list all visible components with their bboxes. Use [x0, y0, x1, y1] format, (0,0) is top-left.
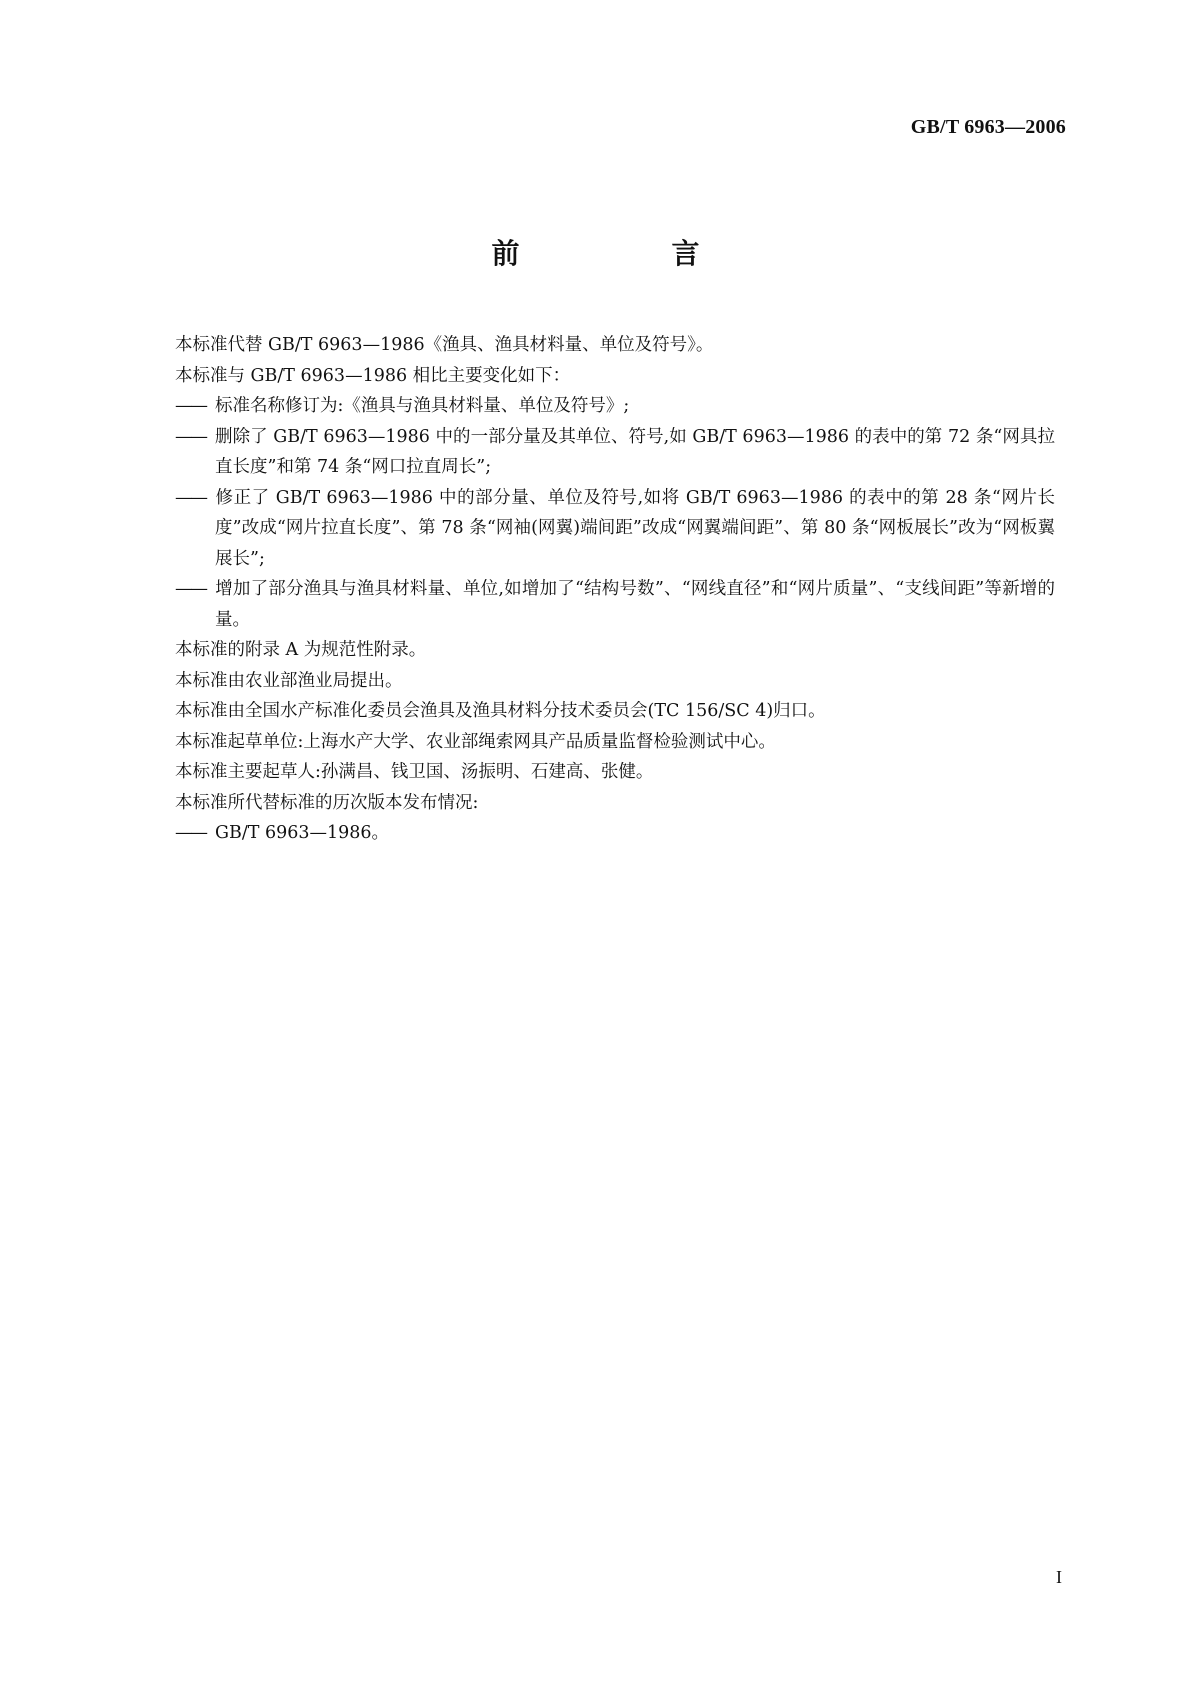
change-item-text: 删除了 GB/T 6963—1986 中的一部分量及其单位、符号,如 GB/T 6963—1986 的表中的第 72 条“网具拉直长度”和第 74 条“网口拉直周长”; — [215, 426, 1055, 477]
dash-marker: —— — [175, 396, 206, 416]
history-item — [175, 818, 1055, 849]
dash-marker: —— — [175, 487, 206, 508]
change-item-text: 标准名称修订为:《渔具与渔具材料量、单位及符号》; — [215, 396, 630, 416]
paragraph-changes-intro: 本标准与 GB/T 6963—1986 相比主要变化如下： — [175, 365, 571, 386]
page-number: I — [1056, 1567, 1062, 1587]
dash-marker: —— — [175, 823, 206, 843]
paragraph-annex: 本标准的附录 A 为规范性附录。 — [175, 640, 427, 660]
paragraph-drafters: 本标准主要起草人:孙满昌、钱卫国、汤振明、石建高、张健。 — [175, 762, 654, 782]
change-item-text: 修正了 GB/T 6963—1986 中的部分量、单位及符号,如将 GB/T 6963—1986 的表中的第 28 条“网片长度”改成“网片拉直长度”、第 78 条“网袖(网翼)端间距”改成“网翼端间距”、第 80 条“网板展长”改为“网板翼展长”; — [215, 487, 1055, 569]
change-item — [175, 422, 1055, 483]
change-item-text: 增加了部分渔具与渔具材料量、单位,如增加了“结构号数”、“网线直径”和“网片质量”、“支线间距”等新增的量。 — [215, 579, 1055, 630]
dash-marker: —— — [175, 426, 206, 447]
change-item — [175, 391, 1055, 422]
paragraph-history-intro: 本标准所代替标准的历次版本发布情况: — [175, 792, 479, 813]
foreword-body — [175, 330, 1055, 849]
history-item-text: GB/T 6963—1986。 — [215, 823, 390, 843]
change-item — [175, 483, 1055, 575]
paragraph-drafting-units: 本标准起草单位:上海水产大学、农业部绳索网具产品质量监督检验测试中心。 — [175, 731, 776, 752]
paragraph-committee: 本标准由全国水产标准化委员会渔具及渔具材料分技术委员会(TC 156/SC 4)归口。 — [175, 701, 826, 721]
standard-code: GB/T 6963—2006 — [910, 116, 1066, 138]
dash-marker: —— — [175, 579, 206, 599]
paragraph-replaces: 本标准代替 GB/T 6963—1986《渔具、渔具材料量、单位及符号》。 — [175, 335, 714, 355]
paragraph-proposer: 本标准由农业部渔业局提出。 — [175, 670, 403, 691]
change-item — [175, 574, 1055, 635]
page-title: 前 言 — [491, 237, 762, 270]
